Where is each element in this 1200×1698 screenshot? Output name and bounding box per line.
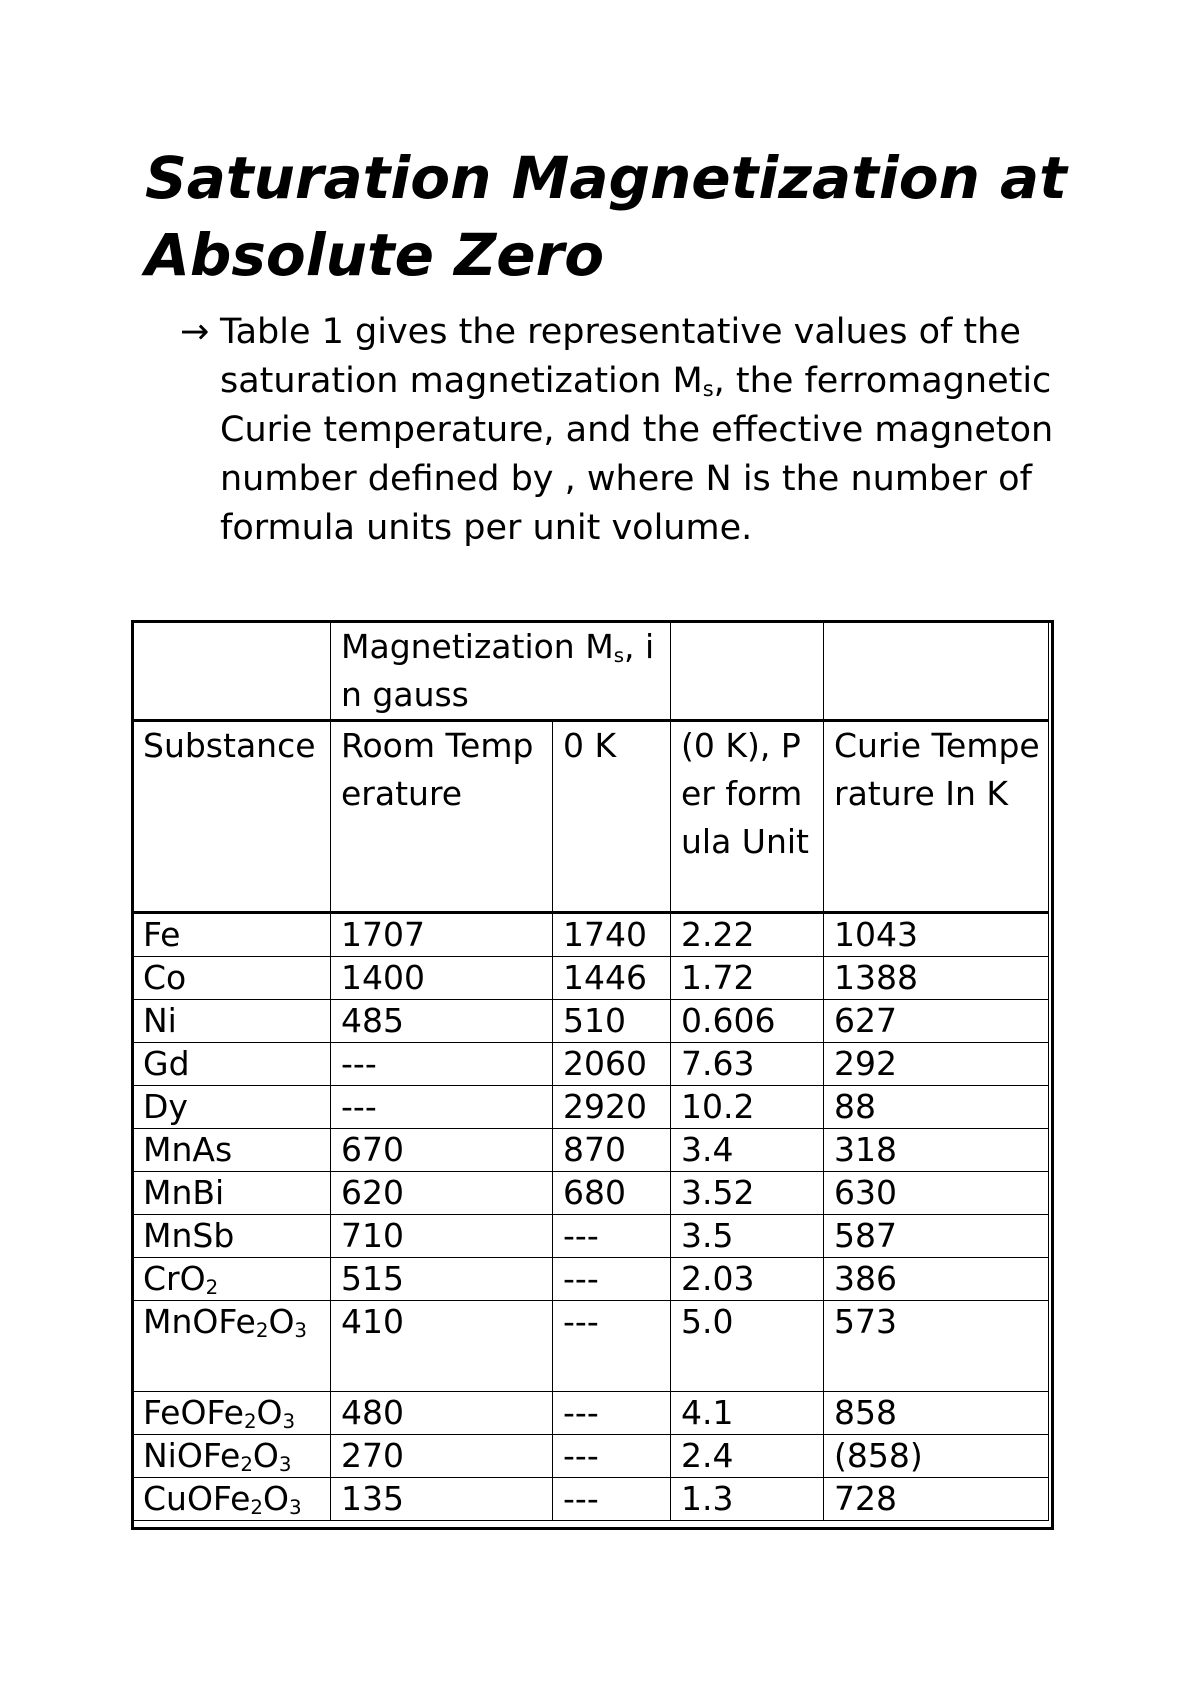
cell-per-formula-unit: 1.72 [671, 957, 824, 1000]
cell-zero-k: 1740 [553, 913, 671, 957]
table-row [133, 1258, 1049, 1301]
intro-paragraph [180, 308, 1080, 553]
cell-substance: $FeOFe_2O_3$ [133, 1392, 331, 1435]
cell-zero-k: 1446 [553, 957, 671, 1000]
table-row [133, 1172, 1049, 1215]
intro-subscript: s [702, 377, 714, 402]
cell-zero-k: 510 [553, 1000, 671, 1043]
cell-curie-temperature: 1388 [824, 957, 1049, 1000]
cell-substance: CrO$_2$ [133, 1258, 331, 1301]
cell-per-formula-unit: 4.1 [671, 1392, 824, 1435]
page-title: Saturation Magnetization at Absolute Zero [145, 144, 1067, 289]
table-row [133, 1301, 1049, 1392]
cell-room-temperature: 670 [331, 1129, 553, 1172]
cell-zero-k: --- [553, 1435, 671, 1478]
cell-curie-temperature: 292 [824, 1043, 1049, 1086]
magnetization-group-header [331, 623, 671, 721]
cell-per-formula-unit: 2.03 [671, 1258, 824, 1301]
table-row [133, 1086, 1049, 1129]
cell-curie-temperature: 587 [824, 1215, 1049, 1258]
cell-curie-temperature: 858 [824, 1392, 1049, 1435]
cell-curie-temperature: 573 [824, 1301, 1049, 1392]
group-header-part: , in gauss [341, 627, 655, 714]
cell-per-formula-unit: 5.0 [671, 1301, 824, 1392]
cell-room-temperature: --- [331, 1086, 553, 1129]
empty-header-cell [671, 623, 824, 721]
table-row [133, 1435, 1049, 1478]
cell-curie-temperature: 627 [824, 1000, 1049, 1043]
group-header-subscript: s [613, 643, 624, 667]
cell-substance: $MnOFe_2O_3$ [133, 1301, 331, 1392]
table-row [133, 1478, 1049, 1521]
cell-room-temperature: 135 [331, 1478, 553, 1521]
magnetization-table [132, 622, 1049, 1521]
cell-room-temperature: 515 [331, 1258, 553, 1301]
intro-text [220, 308, 1080, 553]
cell-substance: Ni [133, 1000, 331, 1043]
cell-substance: Co [133, 957, 331, 1000]
cell-zero-k: --- [553, 1301, 671, 1392]
cell-curie-temperature: 630 [824, 1172, 1049, 1215]
cell-room-temperature: 1707 [331, 913, 553, 957]
table-row [133, 1215, 1049, 1258]
table-row [133, 1043, 1049, 1086]
table-row [133, 1000, 1049, 1043]
cell-per-formula-unit: 0.606 [671, 1000, 824, 1043]
empty-header-cell [824, 623, 1049, 721]
cell-substance: Fe [133, 913, 331, 957]
header-zero-k: 0 K [553, 721, 671, 913]
intro-text-part: Table 1 gives the representative values of the saturation magnetization M [220, 312, 1021, 401]
cell-zero-k: 870 [553, 1129, 671, 1172]
cell-substance: $NiOFe_2O_3$ [133, 1435, 331, 1478]
cell-room-temperature: 485 [331, 1000, 553, 1043]
cell-curie-temperature: 1043 [824, 913, 1049, 957]
group-header-row [133, 623, 1049, 721]
table-row [133, 913, 1049, 957]
cell-room-temperature: 480 [331, 1392, 553, 1435]
cell-substance: MnAs [133, 1129, 331, 1172]
cell-zero-k: 2060 [553, 1043, 671, 1086]
empty-header-cell [133, 623, 331, 721]
table-row [133, 1392, 1049, 1435]
column-header-row [133, 721, 1049, 913]
cell-zero-k: 680 [553, 1172, 671, 1215]
cell-curie-temperature: 728 [824, 1478, 1049, 1521]
cell-curie-temperature: 386 [824, 1258, 1049, 1301]
cell-room-temperature: 270 [331, 1435, 553, 1478]
table-row [133, 1129, 1049, 1172]
header-per-formula-unit: (0 K), Per formula Unit [671, 721, 824, 913]
cell-zero-k: --- [553, 1478, 671, 1521]
cell-room-temperature: --- [331, 1043, 553, 1086]
arrow-bullet-icon: → [180, 312, 210, 352]
header-substance: Substance [133, 721, 331, 913]
cell-per-formula-unit: 10.2 [671, 1086, 824, 1129]
cell-per-formula-unit: 2.4 [671, 1435, 824, 1478]
cell-zero-k: --- [553, 1215, 671, 1258]
cell-curie-temperature: 318 [824, 1129, 1049, 1172]
cell-curie-temperature: (858) [824, 1435, 1049, 1478]
cell-zero-k: 2920 [553, 1086, 671, 1129]
group-header-part: Magnetization M [341, 627, 614, 666]
cell-zero-k: --- [553, 1258, 671, 1301]
cell-per-formula-unit: 3.5 [671, 1215, 824, 1258]
cell-room-temperature: 710 [331, 1215, 553, 1258]
cell-room-temperature: 1400 [331, 957, 553, 1000]
cell-substance: Dy [133, 1086, 331, 1129]
cell-substance: $CuOFe_2O_3$ [133, 1478, 331, 1521]
header-room-temperature: Room Temperature [331, 721, 553, 913]
header-curie-temperature: Curie Temperature In K [824, 721, 1049, 913]
cell-per-formula-unit: 2.22 [671, 913, 824, 957]
cell-per-formula-unit: 1.3 [671, 1478, 824, 1521]
cell-substance: MnBi [133, 1172, 331, 1215]
cell-per-formula-unit: 3.52 [671, 1172, 824, 1215]
cell-per-formula-unit: 3.4 [671, 1129, 824, 1172]
cell-room-temperature: 620 [331, 1172, 553, 1215]
cell-substance: MnSb [133, 1215, 331, 1258]
cell-substance: Gd [133, 1043, 331, 1086]
table-row [133, 957, 1049, 1000]
cell-zero-k: --- [553, 1392, 671, 1435]
cell-curie-temperature: 88 [824, 1086, 1049, 1129]
cell-per-formula-unit: 7.63 [671, 1043, 824, 1086]
intro-text-part: , the ferromagnetic Curie temperature, and the effective magneton number defined by , where N is the number of formula units per unit volume. [220, 361, 1054, 548]
cell-room-temperature: 410 [331, 1301, 553, 1392]
